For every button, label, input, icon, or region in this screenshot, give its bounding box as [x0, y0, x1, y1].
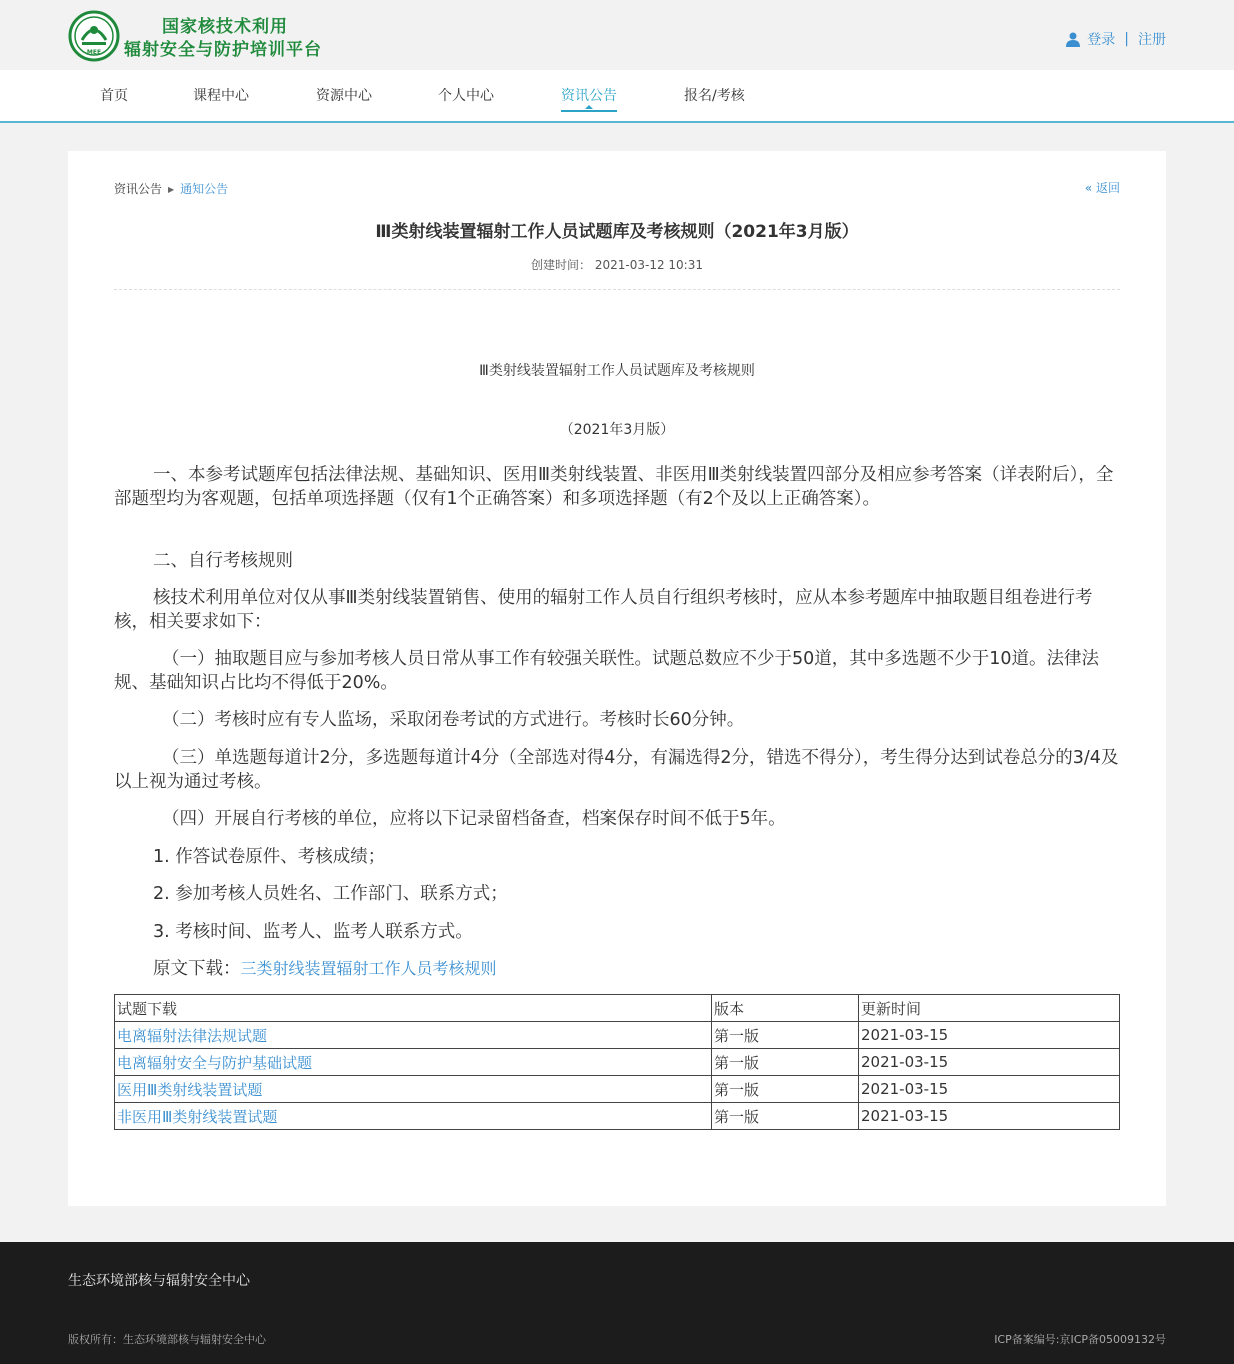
- list-item-3: 3. 考核时间、监考人、监考人联系方式。: [153, 922, 473, 942]
- paragraph-1: 一、本参考试题库包括法律法规、基础知识、医用Ⅲ类射线装置、非医用Ⅲ类射线装置四部分及相应参考答案（详表附后），全部题型均为客观题，包括单项选择题（仅有1个正确答案）和多项选择题（有2个及以上正确答案）。: [114, 465, 1114, 509]
- table-cell-date: 2021-03-15: [859, 1022, 1120, 1049]
- question-bank-link[interactable]: 电离辐射法律法规试题: [115, 1022, 712, 1049]
- question-bank-link[interactable]: 医用Ⅲ类射线装置试题: [115, 1076, 712, 1103]
- nav-courses[interactable]: 课程中心: [193, 88, 249, 104]
- table-header-cell: 版本: [712, 995, 859, 1022]
- paragraph-6: （三）单选题每道计2分，多选题每道计4分（全部选对得4分，有漏选得2分，错选不得分），考生得分达到试卷总分的3/4及以上视为通过考核。: [114, 748, 1119, 792]
- site-footer: [0, 1242, 1234, 1364]
- nav-resources[interactable]: 资源中心: [316, 88, 372, 104]
- breadcrumb-current[interactable]: 通知公告: [180, 182, 229, 196]
- nav-register-exam[interactable]: 报名/考核: [684, 88, 745, 104]
- nav-active-underline: [561, 110, 617, 112]
- doc-subtitle: （2021年3月版）: [559, 422, 675, 438]
- table-cell-version: 第一版: [712, 1103, 859, 1130]
- created-time: 2021-03-12 10:31: [594, 258, 703, 272]
- download-link[interactable]: 三类射线装置辐射工作人员考核规则: [240, 959, 497, 978]
- nav-personal[interactable]: 个人中心: [438, 88, 494, 104]
- breadcrumb-parent[interactable]: 资讯公告: [114, 182, 163, 196]
- title-divider: [114, 289, 1120, 290]
- footer-copyright: 版权所有：生态环境部核与辐射安全中心: [68, 1333, 266, 1346]
- logo-title-line1: 国家核技术利用: [162, 17, 288, 37]
- table-cell-date: 2021-03-15: [859, 1076, 1120, 1103]
- site-header: [0, 0, 1234, 70]
- table-cell-date: 2021-03-15: [859, 1103, 1120, 1130]
- paragraph-4: （一）抽取题目应与参加考核人员日常从事工作有较强关联性。试题总数应不少于50道，其中多选题不少于10道。法律法规、基础知识占比均不得低于20%。: [114, 649, 1100, 693]
- footer-icp[interactable]: ICP备案编号:京ICP备05009132号: [994, 1333, 1166, 1346]
- article-title: Ⅲ类射线装置辐射工作人员试题库及考核规则（2021年3月版）: [375, 222, 859, 242]
- auth-links: [1065, 29, 1166, 49]
- back-link[interactable]: « 返回: [1084, 181, 1120, 195]
- paragraph-2: 二、自行考核规则: [153, 551, 293, 571]
- article-card: [68, 151, 1166, 1206]
- register-link[interactable]: 注册: [1138, 32, 1166, 48]
- nav-active-caret-icon: [585, 105, 593, 109]
- table-row: [115, 1103, 1120, 1130]
- download-label: 原文下载：: [153, 959, 241, 979]
- table-row: [115, 1076, 1120, 1103]
- footer-org: 生态环境部核与辐射安全中心: [68, 1273, 250, 1289]
- main-nav: [0, 70, 1234, 123]
- list-item-1: 1. 作答试卷原件、考核成绩；: [153, 847, 386, 867]
- question-bank-link[interactable]: 电离辐射安全与防护基础试题: [115, 1049, 712, 1076]
- list-item-2: 2. 参加考核人员姓名、工作部门、联系方式；: [153, 884, 508, 904]
- table-header-cell: 更新时间: [859, 995, 1120, 1022]
- created-label: 创建时间：: [531, 258, 592, 272]
- download-line: [114, 957, 1124, 981]
- nav-home[interactable]: 首页: [100, 88, 128, 104]
- question-bank-link[interactable]: 非医用Ⅲ类射线装置试题: [115, 1103, 712, 1130]
- table-cell-version: 第一版: [712, 1022, 859, 1049]
- table-cell-date: 2021-03-15: [859, 1049, 1120, 1076]
- table-cell-version: 第一版: [712, 1049, 859, 1076]
- nav-news[interactable]: [561, 85, 617, 105]
- svg-text:MEE: MEE: [86, 49, 102, 56]
- user-icon: [1065, 31, 1081, 47]
- table-header-cell: 试题下载: [115, 995, 712, 1022]
- paragraph-5: （二）考核时应有专人监场，采取闭卷考试的方式进行。考核时长60分钟。: [162, 710, 745, 730]
- logo-title-line2: 辐射安全与防护培训平台: [124, 40, 322, 60]
- paragraph-3: 核技术利用单位对仅从事Ⅲ类射线装置销售、使用的辐射工作人员自行组织考核时，应从本参考题库中抽取题目组卷进行考核，相关要求如下：: [114, 588, 1093, 632]
- paragraph-7: （四）开展自行考核的单位，应将以下记录留档备查，档案保存时间不低于5年。: [162, 809, 786, 829]
- table-row: [115, 1022, 1120, 1049]
- download-table: [114, 994, 1120, 1130]
- article-created: [68, 256, 1166, 273]
- table-row: [115, 1049, 1120, 1076]
- table-header-row: [115, 995, 1120, 1022]
- auth-separator: |: [1124, 31, 1129, 47]
- breadcrumb-arrow-icon: ▶: [168, 185, 175, 194]
- nav-news-label: 资讯公告: [561, 88, 617, 104]
- doc-title: Ⅲ类射线装置辐射工作人员试题库及考核规则: [479, 363, 755, 379]
- table-cell-version: 第一版: [712, 1076, 859, 1103]
- mee-logo-icon[interactable]: [68, 10, 120, 62]
- login-link[interactable]: 登录: [1087, 32, 1116, 48]
- breadcrumb: [114, 180, 228, 197]
